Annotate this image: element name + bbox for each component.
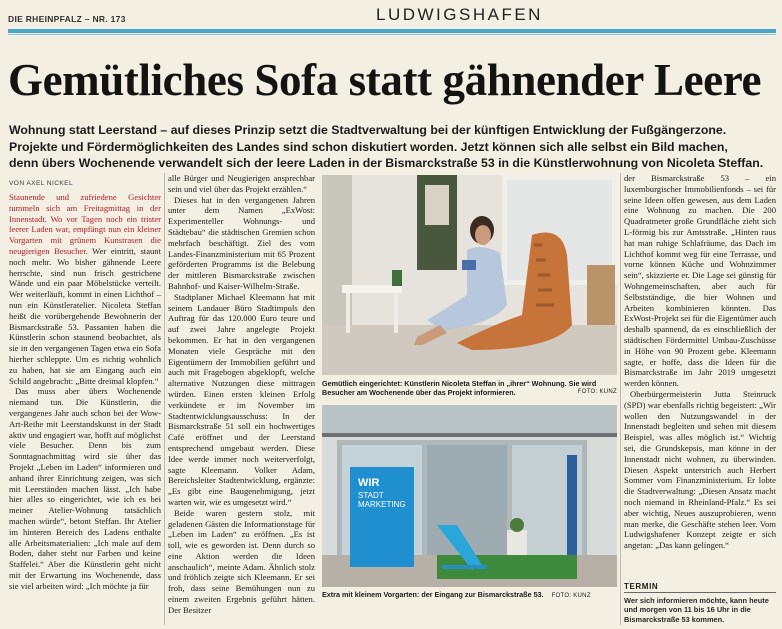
article-column-2 [168, 173, 315, 616]
stadtmarketing-sign [350, 467, 414, 567]
interior-caption-text: Gemütlich eingerichtet: Künstlerin Nicoleta Steffan in „ihrer“ Wohnung. Sie wird Besucher am Wochenende über das Projekt informieren. [322, 379, 597, 398]
sign-top-text: WIR [358, 477, 380, 489]
interior-photo-credit: FOTO: KUNZ [577, 389, 617, 396]
column-1-paragraph-1-rest: Wer eintritt, staunt noch mehr. Wo bisher gähnende Leere herrschte, sind nun frisch gestrichene Wände und ein paar Möbelstücke verteilt. Wer weiterläuft, kommt in einen Lichthof – nun ein Künstleratelier. Nicoleta Steffan heißt die vorübergehende Bewohnerin der Bismarckstraße 53. Passanten haben die Künstlerin schon staunend beobachtet, als sie in den vergangenen Tagen etwa ein Sofa hierher schleppte. Um es richtig wohnlich zu haben, hat sie am Eingang auch ein Schild angebracht: „Bitte dreimal klopfen.“ [9, 245, 161, 386]
interior-photo-caption [322, 379, 617, 397]
termin-heading: TERMIN [624, 582, 659, 591]
lead-line-2: Projekte und Fördermöglichkeiten des Landes sind schon diskutiert worden. Jetzt können sich alle selbst ein Bild machen, [9, 139, 728, 154]
column-4-paragraph-2: Oberbürgermeisterin Jutta Steinruck (SPD) war ebenfalls richtig begeistert: „Wir wollen den Nutzungswandel in der Innenstadt begleiten und sehen mit diesem Beispiel, was alles möglich ist.“ Wichtig sei, die Grundskepsis, man könne in der Innenstadt nicht wohnen, zu überwinden. Diesen Aspekt unterstrich auch Herbert Sommer vom Finanzministerium. Er lobte die Stadtverwaltung: „Diesen Ansatz macht noch niemand in Rheinland-Pfalz.“ Es sei aber wichtig, Neues auszuprobieren, wenn man merke, die Geschäfte stehen leer. Vom Ludwigshafener Konzept zeigte er sich angetan: „Das kann gelingen.“ [624, 388, 776, 551]
article-column-4 [624, 173, 776, 551]
termin-text: Wer sich informieren möchte, kann heute und morgen von 11 bis 16 Uhr in die Bismarckstraße 53 kommen. [624, 596, 769, 624]
column-2-paragraph-3: Stadtplaner Michael Kleemann hat mit seinem Landauer Büro Stadtimpuls den Auftrag für das 120.000 Euro teure und auf zwei Jahre angelegte Projekt bekommen. Er hat in den vergangenen Monaten viele Gespräche mit den Eigentümern der Immobilien geführt und auch mit Fragebogen abgeklopft, welche alternative Nutzungen diese mittragen würden. Einen ersten kleinen Erfolg verkündete er im November im Stadtentwicklungsausschuss: In der Bismarckstraße 51 soll ein hochwertiges Café eröffnet und der Leerstand entsprechend umgebaut werden. Diese Idee werde immer noch weiterverfolgt, sagte Kleemann. Volker Adam, Bereichsleiter Stadtentwicklung, ergänzte: „Es gibt eine Baugenehmigung, jetzt warten wir, wie es umgesetzt wird.“ [168, 291, 315, 507]
storefront-caption-text: Extra mit kleinem Vorgarten: der Eingang zur Bismarckstraße 53. [322, 590, 544, 599]
paper-name: DIE RHEINPFALZ – NR. 173 [8, 14, 126, 24]
byline: VON AXEL NICKEL [9, 180, 74, 187]
column-1-paragraph-2: Das muss aber übers Wochenende niemand tun. Die Künstlerin, die vergangenes Jahr auch schon bei der Wow-Art-Reihe mit Leerstandskunst in der Stadt aktiv und engagiert war, hofft auf möglichst viele Besucher. Denn bis zum Sonntagnachmittag wird sie über das Projekt „Leben im Laden“ informieren und anhand ihrer Einrichtung zeigen, was sich mit Leerständen machen lässt. „Ich habe hier alles so eingerichtet, wie ich es bei meiner Atelier-Wohnung tatsächlich machen würde“, betont Steffan. Ihr Atelier im hinteren Bereich des Ladens enthalte alle Arbeitsmaterialien: „Ich male auf dem Boden, daher steht nur Farben und keine Staffelei.“ Aber die Künstlerin geht nicht mit der Erwartung ins Wochenende, dass sie viel arbeiten wird: „Ich möchte ja für [9, 386, 161, 591]
lead-in-text: Staunende und zufriedene Gesichter tummeln sich am Freitagmittag in der Innenstadt. Wo vor Tagen noch ein trister leerer Laden war, empfängt nun ein kleiner Vorgarten mit grünem Kunstrasen die neugierigen Besucher. [9, 192, 161, 256]
section-title: LUDWIGSHAFEN [376, 5, 543, 24]
article-column-1 [9, 192, 161, 591]
storefront-photo-caption [322, 590, 617, 601]
masthead-rule [8, 29, 776, 33]
storefront-photo-credit: FOTO: KUNZ [551, 593, 591, 599]
storefront-photo [322, 405, 617, 587]
column-1-paragraph-1 [9, 192, 161, 386]
column-2-paragraph-2: Dieses hat in den vergangenen Jahren unter dem Namen „ExWost: Experimenteller Wohnungs- und Städtebau“ die städtischen Gremien schon mehrfach beschäftigt. Ziel des vom Landes-Finanzministerium mit 65 Prozent geförderten Programms ist die Belebung der mittleren Bismarckstraße zwischen Bahnhof- und Kaiser-Wilhelm-Straße. [168, 194, 315, 291]
interior-photo [322, 175, 617, 375]
sign-bottom-text: STADT MARKETING [358, 491, 406, 509]
headline: Gemütliches Sofa statt gähnender Leere [8, 55, 762, 105]
masthead-thin-rule [8, 34, 776, 35]
lead-paragraph [9, 122, 779, 172]
column-divider [164, 173, 165, 625]
termin-rule [624, 592, 776, 593]
interior-photo-image [322, 175, 617, 375]
column-2-paragraph-4: Beide waren gestern stolz, mit geladenen Gästen die Informationstage für „Leben im Laden“ zu eröffnen. „Es ist toll, wie es geworden ist. Denn durch so eine Aktion werden die Ideen anschaulich“, meinte Adam. Ähnlich stolz und fröhlich zeigte sich Kleemann. Er sei froh, dass seine Bemühungen nun zu einem zweiten Ergebnis geführt hätten. Der Besitzer [168, 507, 315, 615]
column-divider-right [620, 173, 621, 625]
lead-line-3: denn übers Wochenende verwandelt sich der leere Laden in der Bismarckstraße 53 in die Künstlerwohnung von Nicoleta Steffan. [9, 156, 764, 170]
column-4-paragraph-1: der Bismarckstraße 53 – ein luxemburgischer Immobilienfonds – sei für seine Ideen offen gewesen, aus dem Laden eine Wohnung zu machen. Die 200 Quadratmeter große Grundfläche zieht sich L-förmig bis zur Amtsstraße. „Hinten raus hat man ruhige Schlafräume, das Dach im Lichthof kommt weg für eine Terrasse, und vorne können Küche und Wohnzimmer sein“, skizzierte er. Die Lage sei günstig für Wohngemeinschaften, aber auch für Selbstständige, die hier Wohnen und Arbeiten kombinieren könnten. Das ExWost-Projekt sei für die Eigentümer auch deshalb spannend, da es einschließlich der städtischen Fördermittel Umbau-Zuschüsse in Höhe von 90 Prozent gebe. Kleemann sagte, er hoffe, dass die Ideen für die Bismarckstraße im Jahr 2019 umgesetzt werden können. [624, 173, 776, 389]
lead-line-1: Wohnung statt Leerstand – auf dieses Prinzip setzt die Stadtverwaltung bei der künftigen Entwicklung der Fußgängerzone. [9, 123, 727, 137]
column-2-paragraph-1: alle Bürger und Neugierigen ansprechbar sein und viel über das Projekt erzählen.“ [168, 173, 315, 194]
